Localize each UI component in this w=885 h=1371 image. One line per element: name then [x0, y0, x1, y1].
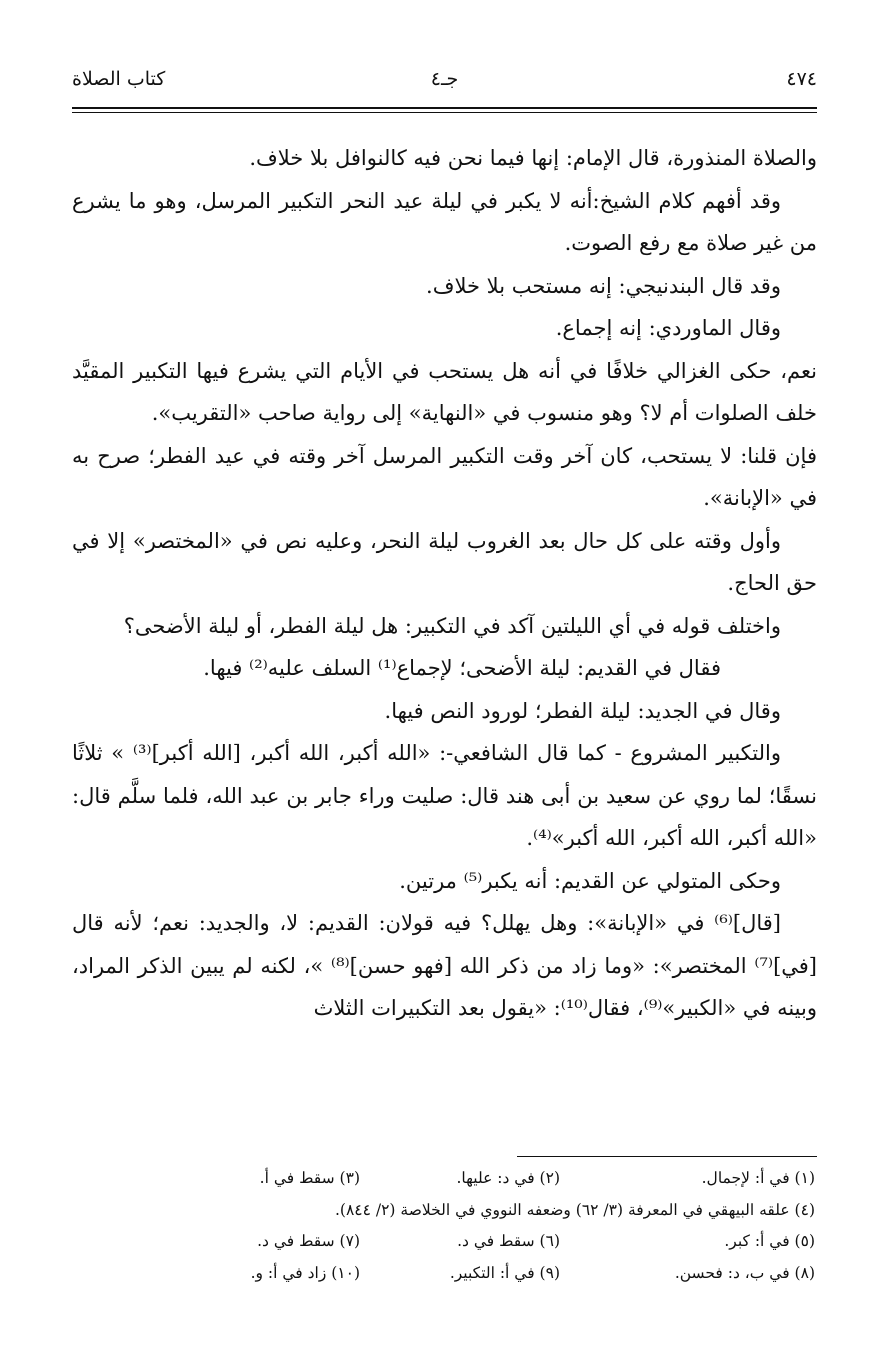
footnote-row — [72, 1195, 815, 1227]
footnote: (٣) سقط في أ. — [259, 1169, 360, 1187]
footnote: (٩) في أ: التكبير. — [449, 1263, 560, 1282]
footnote: (٧) سقط في د. — [257, 1232, 360, 1250]
paragraph: وقال الماوردي: إنه إجماع. — [555, 316, 781, 340]
paragraph: وأول وقته على كل حال بعد الغروب ليلة النحر، وعليه نص في «المختصر» إلا في حق الحاج. — [72, 528, 817, 595]
book-title: كتاب الصلاة — [72, 68, 166, 90]
paragraph: فإن قلنا: لا يستحب، كان آخر وقت التكبير المرسل آخر وقته في عيد الفطر؛ صرح به في «الإبانة». — [72, 443, 817, 510]
header-rule-thick — [72, 107, 817, 109]
paragraph: وقد قال البندنيجي: إنه مستحب بلا خلاف. — [426, 273, 781, 298]
paragraph: والتكبير المشروع - كما قال الشافعي-: «الله أكبر، الله أكبر، [الله أكبر]⁽³⁾ » ثلاثًا نسقًا؛ لما روي عن سعيد بن أبى هند قال: صليت وراء جابر بن عبد الله، فلما سلَّم قال: «الله أكبر، الله أكبر، الله أكبر»⁽⁴⁾. — [72, 741, 817, 850]
footnote: (١) في أ: لإجمال. — [701, 1169, 815, 1187]
running-header — [72, 64, 817, 98]
paragraph: وحكى المتولي عن القديم: أنه يكبر⁽⁵⁾ مرتين. — [399, 868, 781, 893]
footnote: (١٠) زاد في أ: و. — [250, 1263, 360, 1282]
paragraph: وقال في الجديد: ليلة الفطر؛ لورود النص فيها. — [384, 698, 781, 723]
paragraph: فقال في القديم: ليلة الأضحى؛ لإجماع⁽¹⁾ السلف عليه⁽²⁾ فيها. — [203, 656, 721, 680]
footnote-separator — [517, 1156, 817, 1157]
paragraph: والصلاة المنذورة، قال الإمام: إنها فيما نحن فيه كالنوافل بلا خلاف. — [249, 146, 817, 170]
footnote: (٢) في د: عليها. — [456, 1169, 560, 1187]
footnote: (٦) سقط في د. — [457, 1232, 560, 1250]
footnote: (٤) علقه البيهقي في المعرفة (٣/ ٦٢) وضعفه النووي في الخلاصة (٢/ ٨٤٤). — [334, 1200, 815, 1219]
footnote-row — [72, 1226, 815, 1258]
paragraph: [قال]⁽⁶⁾ في «الإبانة»: وهل يهلل؟ فيه قولان: القديم: لا، والجديد: نعم؛ لأنه قال [في]⁽⁷⁾ المختصر»: «وما زاد من ذكر الله [فهو حسن]⁽⁸⁾ »، لكنه لم يبين الذكر المراد، وبينه في «الكبير»⁽⁹⁾، فقال⁽¹⁰⁾: «يقول بعد التكبيرات الثلاث — [72, 911, 817, 1020]
main-text — [72, 137, 817, 1030]
header-rule-thin — [72, 112, 817, 113]
footnote-row — [72, 1258, 815, 1290]
footnote: (٨) في ب، د: فحسن. — [674, 1263, 815, 1282]
footnote-row — [72, 1163, 815, 1195]
paragraph: واختلف قوله في أي الليلتين آكد في التكبير: هل ليلة الفطر، أو ليلة الأضحى؟ — [123, 613, 781, 638]
paragraph: نعم، حكى الغزالي خلافًا في أنه هل يستحب في الأيام التي يشرع فيها التكبير المقيَّد خلف الصلوات أم لا؟ وهو منسوب في «النهاية» إلى رواية صاحب «التقريب». — [72, 358, 817, 425]
footnotes — [72, 1163, 815, 1289]
footnote: (٥) في أ: كبر. — [724, 1232, 815, 1250]
page-number: ٤٧٤ — [786, 68, 817, 90]
volume-label: جـ٤ — [430, 68, 459, 90]
paragraph: وقد أفهم كلام الشيخ:أنه لا يكبر في ليلة عيد النحر التكبير المرسل، وهو ما يشرع من غير صلاة مع رفع الصوت. — [72, 188, 817, 255]
